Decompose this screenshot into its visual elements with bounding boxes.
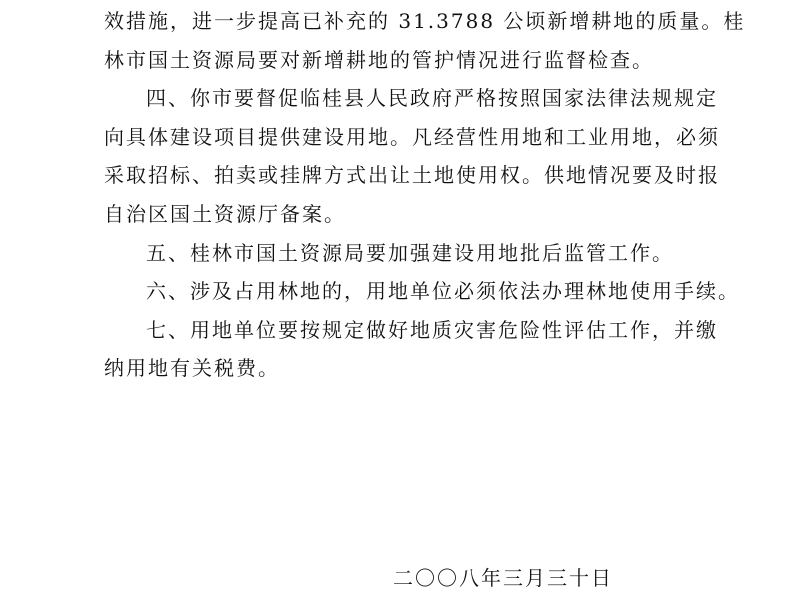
paragraph-four-line: 四、你市要督促临桂县人民政府严格按照国家法律法规规定 (146, 86, 718, 111)
text-line: 林市国土资源局要对新增耕地的管护情况进行监督检查。 (104, 47, 654, 72)
text-line: 自治区国土资源厅备案。 (104, 201, 346, 226)
paragraph-seven-line: 七、用地单位要按规定做好地质灾害危险性评估工作，并缴 (146, 317, 718, 342)
text-line: 向具体建设项目提供建设用地。凡经营性用地和工业用地，必须 (104, 124, 720, 149)
text-line: 采取招标、拍卖或挂牌方式出让土地使用权。供地情况要及时报 (104, 163, 720, 188)
paragraph-five-line: 五、桂林市国土资源局要加强建设用地批后监管工作。 (146, 240, 674, 265)
text-line: 效措施，进一步提高已补充的 31.3788 公顷新增耕地的质量。桂 (104, 9, 746, 33)
document-body (104, 2, 746, 388)
document-date: 二〇〇八年三月三十日 (393, 566, 613, 590)
text-line: 纳用地有关税费。 (104, 356, 280, 381)
paragraph-six-line: 六、涉及占用林地的，用地单位必须依法办理林地使用手续。 (146, 279, 740, 304)
